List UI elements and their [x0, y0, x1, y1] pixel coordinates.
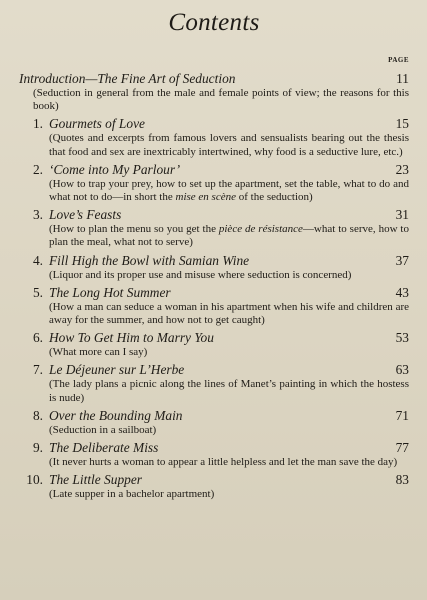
entry-page-number: 71 [395, 407, 409, 423]
entry-title: The Little Supper [49, 472, 142, 488]
entry-title: Introduction—The Fine Art of Seduction [19, 71, 236, 86]
toc-entry-6 [19, 329, 409, 359]
entry-title: Fill High the Bowl with Samian Wine [49, 252, 250, 268]
entry-number: 1. [32, 116, 43, 132]
toc-entry-5 [19, 284, 409, 327]
entry-page-number: 15 [395, 116, 409, 132]
toc-entry-3 [19, 206, 409, 249]
entry-page-number: 77 [395, 440, 409, 456]
entry-description: (What more can I say) [49, 346, 148, 359]
toc-entry-7 [19, 361, 409, 404]
entry-page-number: 37 [395, 252, 409, 268]
entry-title: Over the Bounding Main [49, 407, 183, 423]
toc-entry-introduction [19, 70, 409, 113]
page-title: Contents [168, 9, 260, 36]
entry-description-emphasis: pièce de résistance [218, 223, 303, 236]
entry-title: Love’s Feasts [49, 207, 122, 223]
entry-title: How To Get Him to Marry You [49, 330, 214, 346]
entry-number: 8. [32, 407, 43, 423]
entry-description-text: —what to serve, how to plan the meal, what not to serve) [49, 223, 409, 249]
toc-entry-8 [19, 407, 409, 437]
entry-description-text: (How to plan the menu so you get the [49, 223, 219, 236]
toc-entry-2 [19, 161, 409, 204]
entry-number: 4. [32, 252, 43, 268]
entry-page-number: 31 [395, 207, 409, 223]
entry-title: ‘Come into My Parlour’ [49, 161, 181, 177]
entry-description: (The lady plans a picnic along the lines of Manet’s painting in which the hostess is nude) [49, 378, 409, 404]
entry-description-emphasis: mise en scène [175, 191, 236, 204]
entry-number: 3. [32, 207, 43, 223]
entry-description: (How a man can seduce a woman in his apartment when his wife and children are away for the summer, and how not to get caught) [49, 300, 409, 327]
entry-page-number: 63 [395, 362, 409, 378]
entry-page-number: 11 [396, 71, 409, 86]
entry-description: (Late supper in a bachelor apartment) [49, 488, 215, 501]
entry-description: (It never hurts a woman to appear a little helpless and let the man save the day) [49, 456, 398, 469]
toc-entry-1 [19, 115, 409, 158]
entry-number: 9. [32, 440, 43, 456]
entry-page-number: 23 [395, 161, 409, 177]
entry-description: (Liquor and its proper use and misuse where seduction is concerned) [49, 268, 352, 281]
entry-page-number: 43 [395, 284, 409, 300]
entry-title: Le Déjeuner sur L’Herbe [49, 362, 185, 378]
toc-entry-10 [19, 471, 409, 501]
entry-description-text: (How to trap your prey, how to set up the apartment, set the table, what to do and what not to do—in short the [49, 177, 409, 204]
entry-description [19, 178, 409, 204]
entry-number: 10. [26, 472, 43, 488]
entry-number: 6. [32, 330, 43, 346]
entry-description: (Seduction in a sailboat) [49, 423, 157, 436]
entry-number: 2. [32, 161, 43, 177]
page-column-label: PAGE [388, 56, 409, 64]
entry-title: The Long Hot Summer [49, 284, 171, 300]
entry-description: (Quotes and excerpts from famous lovers and sensualists bearing out the thesis that food and sex are inextricably intertwined, why food is a seductive lure, etc.) [49, 132, 409, 158]
entry-description [19, 223, 409, 249]
entry-description-text: of the seduction) [235, 191, 313, 204]
entry-title: The Deliberate Miss [49, 440, 159, 456]
entry-page-number: 83 [395, 472, 409, 488]
toc-entry-4 [19, 252, 409, 282]
entry-page-number: 53 [395, 330, 409, 346]
entry-description: (Seduction in general from the male and female points of view; the reasons for this book) [33, 87, 409, 113]
entry-number: 5. [32, 284, 43, 300]
entry-number: 7. [32, 362, 43, 378]
entry-title: Gourmets of Love [49, 116, 145, 132]
toc-entry-9 [19, 439, 409, 469]
